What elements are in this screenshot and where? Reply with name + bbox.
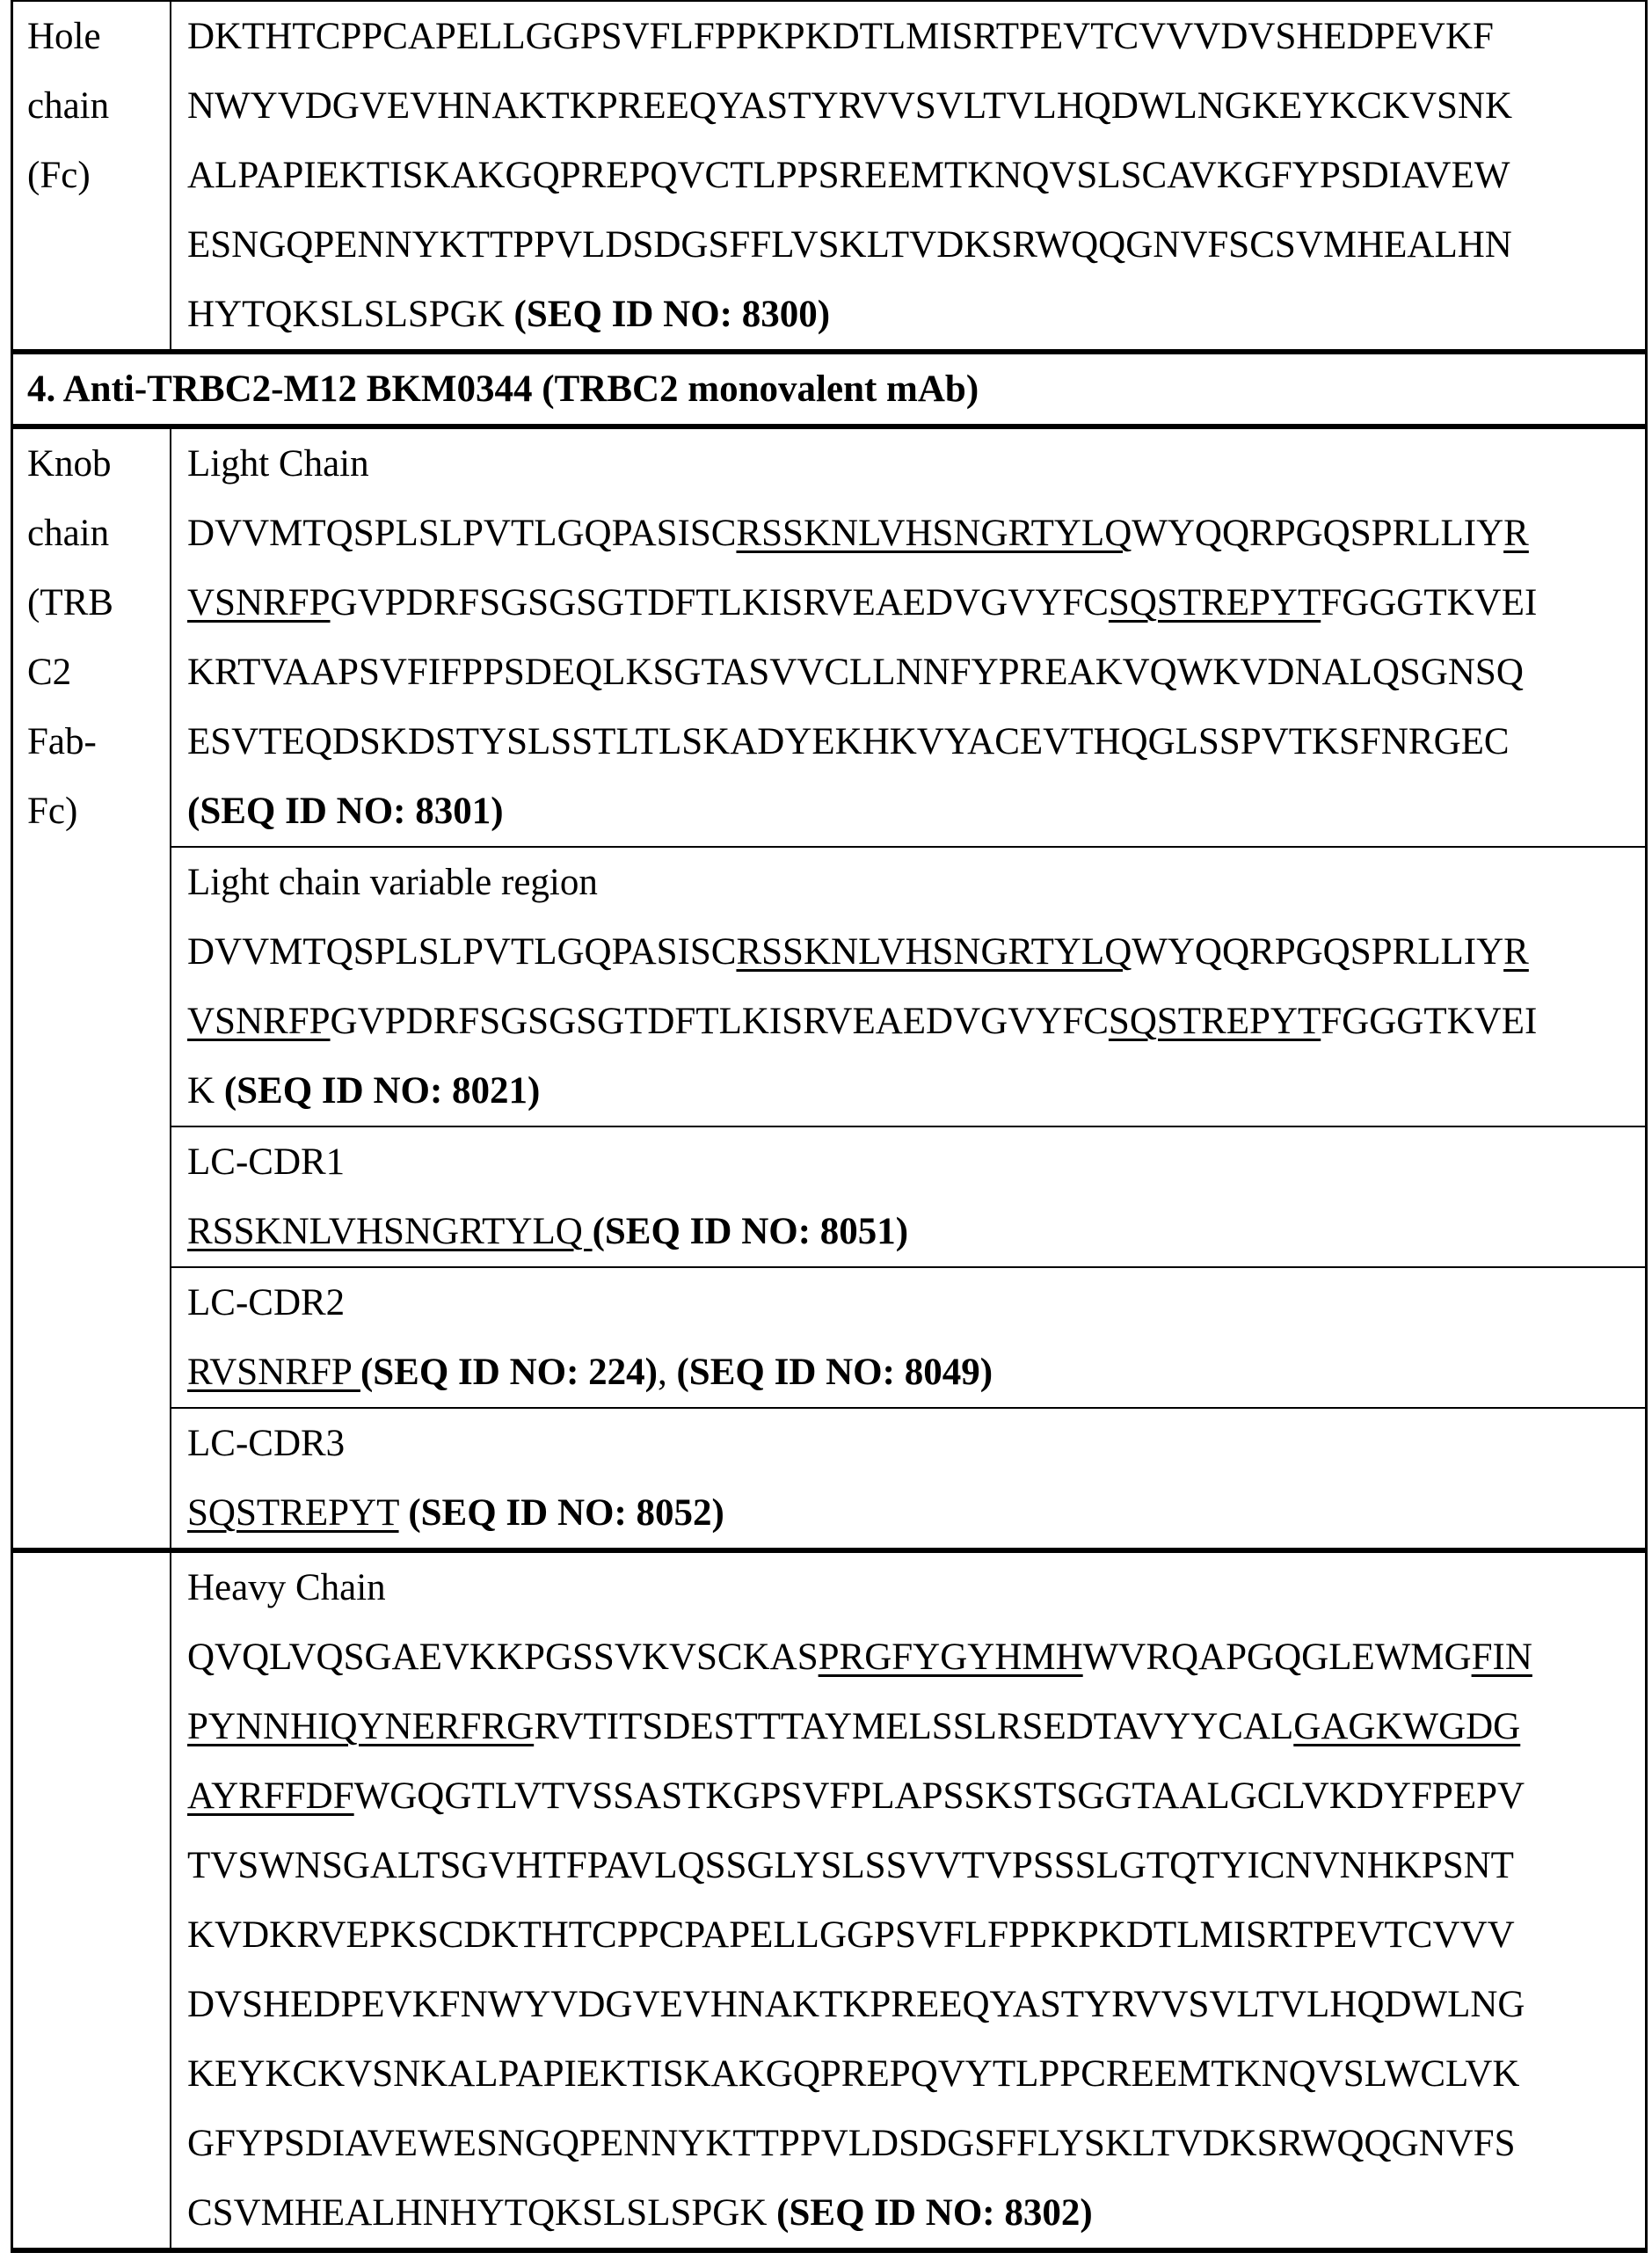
sequence-cell bbox=[171, 426, 1647, 847]
cdr-underlined-segment: GAGKWGDG bbox=[1293, 1706, 1520, 1747]
sequence-line bbox=[187, 1900, 1645, 1970]
sequence-line bbox=[187, 1127, 1645, 1197]
sequence-segment: FGGGTKVEI bbox=[1321, 582, 1537, 623]
seq-id-label: (SEQ ID NO: 8301) bbox=[187, 791, 504, 832]
chain-label-line: C2 bbox=[27, 638, 170, 707]
cdr-underlined-segment: AYRFFDF bbox=[187, 1775, 354, 1817]
sequence-line bbox=[187, 1197, 1645, 1266]
cdr-underlined-segment: RSSKNLVHSNGRTYLQ bbox=[187, 1211, 593, 1252]
sequence-segment: CSVMHEALHNHYTQKSLSLSPGK bbox=[187, 2192, 776, 2234]
sequence-segment: KRTVAAPSVFIFPPSDEQLKSGTASVVCLLNNFYPREAKVQWKVDNALQSGNSQ bbox=[187, 652, 1524, 693]
sequence-segment: Heavy Chain bbox=[187, 1567, 386, 1608]
section-title: 4. Anti-TRBC2-M12 BKM0344 (TRBC2 monovalent mAb) bbox=[12, 352, 1647, 426]
sequence-cell bbox=[171, 1267, 1647, 1408]
sequence-line bbox=[187, 2, 1645, 71]
sequence-segment: DKTHTCPPCAPELLGGPSVFLFPPKPKDTLMISRTPEVTCVVVDVSHEDPEVKF bbox=[187, 16, 1494, 57]
sequence-segment: WYQQRPGQSPRLLIY bbox=[1132, 931, 1503, 973]
sequence-segment: WVRQAPGQGLEWMG bbox=[1083, 1637, 1472, 1678]
sequence-line bbox=[187, 1409, 1645, 1478]
sequence-line bbox=[187, 1056, 1645, 1126]
seq-id-label: (SEQ ID NO: 8300) bbox=[514, 294, 831, 335]
sequence-line bbox=[187, 141, 1645, 210]
chain-label bbox=[12, 426, 171, 1550]
sequence-cell bbox=[171, 847, 1647, 1126]
sequence-segment: GVPDRFSGSGSGTDFTLKISRVEAEDVGVYFC bbox=[331, 1001, 1109, 1042]
chain-label-line: chain bbox=[27, 499, 170, 568]
cdr-underlined-segment: RVSNRFP bbox=[187, 1352, 360, 1393]
sequence-segment: LC-CDR2 bbox=[187, 1282, 345, 1323]
sequence-segment: K bbox=[187, 1070, 224, 1112]
sequence-segment: RVTITSDESTTTAYMELSSLRSEDTAVYYCAL bbox=[534, 1706, 1293, 1747]
cdr-underlined-segment: VSNRFP bbox=[187, 582, 331, 623]
sequence-line bbox=[187, 499, 1645, 568]
sequence-line bbox=[187, 917, 1645, 987]
sequence-line bbox=[187, 638, 1645, 707]
cdr-underlined-segment: RSSKNLVHSNGRTYLQ bbox=[736, 931, 1132, 973]
sequence-line bbox=[187, 2178, 1645, 2248]
sequence-segment: ALPAPIEKTISKAKGQPREPQVCTLPPSREEMTKNQVSLSCAVKGFYPSDIAVEW bbox=[187, 155, 1510, 196]
sequence-segment: ESNGQPENNYKTTPPVLDSDGSFFLVSKLTVDKSRWQQGNVFSCSVMHEALHN bbox=[187, 224, 1512, 266]
cdr-underlined-segment: SQSTREPYT bbox=[1109, 582, 1321, 623]
cdr-underlined-segment: SQSTREPYT bbox=[1109, 1001, 1321, 1042]
section-header-row bbox=[12, 352, 1647, 426]
sequence-cell bbox=[171, 1, 1647, 352]
sequence-table bbox=[11, 0, 1648, 2253]
sequence-line bbox=[187, 210, 1645, 280]
sequence-segment: FGGGTKVEI bbox=[1321, 1001, 1537, 1042]
sequence-row bbox=[12, 847, 1647, 1126]
sequence-line bbox=[187, 1692, 1645, 1761]
sequence-line bbox=[187, 2039, 1645, 2109]
sequence-line bbox=[187, 1268, 1645, 1338]
sequence-row bbox=[12, 1408, 1647, 1550]
sequence-line bbox=[187, 987, 1645, 1056]
sequence-segment: QVQLVQSGAEVKKPGSSVKVSCKAS bbox=[187, 1637, 819, 1678]
sequence-segment: GFYPSDIAVEWESNGQPENNYKTTPPVLDSDGSFFLYSKLTVDKSRWQQGNVFS bbox=[187, 2123, 1516, 2164]
sequence-line bbox=[187, 1622, 1645, 1692]
sequence-row bbox=[12, 1267, 1647, 1408]
seq-id-label: (SEQ ID NO: 8302) bbox=[776, 2192, 1093, 2234]
sequence-segment: GVPDRFSGSGSGTDFTLKISRVEAEDVGVYFC bbox=[331, 582, 1109, 623]
sequence-line bbox=[187, 2109, 1645, 2178]
sequence-segment: KEYKCKVSNKALPAPIEKTISKAKGQPREPQVYTLPPCREEMTKNQVSLWCLVK bbox=[187, 2053, 1519, 2095]
seq-id-label: (SEQ ID NO: 8021) bbox=[224, 1070, 541, 1112]
sequence-line bbox=[187, 280, 1645, 349]
sequence-line bbox=[187, 1831, 1645, 1900]
chain-label-line: Fab- bbox=[27, 707, 170, 776]
sequence-row bbox=[12, 1550, 1647, 2250]
sequence-line bbox=[187, 429, 1645, 499]
sequence-line bbox=[187, 1970, 1645, 2039]
sequence-segment: WGQGTLVTVSSASTKGPSVFPLAPSSKSTSGGTAALGCLVKDYFPEPV bbox=[354, 1775, 1525, 1817]
sequence-line bbox=[187, 848, 1645, 917]
sequence-segment: DVSHEDPEVKFNWYVDGVEVHNAKTKPREEQYASTYRVVSVLTVLHQDWLNG bbox=[187, 1984, 1525, 2025]
sequence-line bbox=[187, 1478, 1645, 1548]
sequence-segment bbox=[399, 1492, 409, 1534]
sequence-segment: DVVMTQSPLSLPVTLGQPASISC bbox=[187, 513, 736, 554]
sequence-row bbox=[12, 1126, 1647, 1267]
sequence-line bbox=[187, 1553, 1645, 1622]
sequence-line bbox=[187, 1338, 1645, 1407]
sequence-line bbox=[187, 568, 1645, 638]
sequence-segment: , bbox=[658, 1352, 677, 1393]
sequence-line bbox=[187, 707, 1645, 776]
chain-label-line: (Fc) bbox=[27, 141, 170, 210]
sequence-line bbox=[187, 71, 1645, 141]
chain-label-line: Fc) bbox=[27, 776, 170, 846]
sequence-segment: Light Chain bbox=[187, 443, 369, 485]
sequence-line bbox=[187, 1761, 1645, 1831]
cdr-underlined-segment: FIN bbox=[1472, 1637, 1532, 1678]
cdr-underlined-segment: PRGFYGYHMH bbox=[819, 1637, 1083, 1678]
seq-id-label: (SEQ ID NO: 224) bbox=[360, 1352, 658, 1393]
seq-id-label: (SEQ ID NO: 8051) bbox=[593, 1211, 909, 1252]
chain-label bbox=[12, 1550, 171, 2250]
chain-label-line: Hole bbox=[27, 2, 170, 71]
chain-label-line: Knob bbox=[27, 429, 170, 499]
seq-id-label: (SEQ ID NO: 8049) bbox=[676, 1352, 993, 1393]
sequence-segment: KVDKRVEPKSCDKTHTCPPCPAPELLGGPSVFLFPPKPKDTLMISRTPEVTCVVV bbox=[187, 1914, 1515, 1956]
sequence-segment: LC-CDR1 bbox=[187, 1141, 345, 1183]
sequence-cell bbox=[171, 1408, 1647, 1550]
sequence-segment: HYTQKSLSLSPGK bbox=[187, 294, 514, 335]
chain-label-line: (TRB bbox=[27, 568, 170, 638]
sequence-line bbox=[187, 776, 1645, 846]
cdr-underlined-segment: RSSKNLVHSNGRTYLQ bbox=[736, 513, 1132, 554]
sequence-segment: Light chain variable region bbox=[187, 862, 598, 903]
cdr-underlined-segment: VSNRFP bbox=[187, 1001, 331, 1042]
sequence-row bbox=[12, 426, 1647, 847]
sequence-segment: DVVMTQSPLSLPVTLGQPASISC bbox=[187, 931, 736, 973]
cdr-underlined-segment: SQSTREPYT bbox=[187, 1492, 399, 1534]
seq-id-label: (SEQ ID NO: 8052) bbox=[408, 1492, 724, 1534]
chain-label bbox=[12, 1, 171, 352]
sequence-segment: ESVTEQDSKDSTYSLSSTLTLSKADYEKHKVYACEVTHQGLSSPVTKSFNRGEC bbox=[187, 721, 1510, 762]
sequence-segment: WYQQRPGQSPRLLIY bbox=[1132, 513, 1503, 554]
sequence-cell bbox=[171, 1126, 1647, 1267]
cdr-underlined-segment: PYNNHIQYNERFRG bbox=[187, 1706, 534, 1747]
sequence-row bbox=[12, 1, 1647, 352]
cdr-underlined-segment: R bbox=[1503, 931, 1529, 973]
sequence-segment: LC-CDR3 bbox=[187, 1423, 345, 1464]
sequence-cell bbox=[171, 1550, 1647, 2250]
cdr-underlined-segment: R bbox=[1503, 513, 1529, 554]
chain-label-line: chain bbox=[27, 71, 170, 141]
sequence-segment: TVSWNSGALTSGVHTFPAVLQSSGLYSLSSVVTVPSSSLGTQTYICNVNHKPSNT bbox=[187, 1845, 1514, 1886]
sequence-segment: NWYVDGVEVHNAKTKPREEQYASTYRVVSVLTVLHQDWLNGKEYKCKVSNK bbox=[187, 85, 1512, 127]
